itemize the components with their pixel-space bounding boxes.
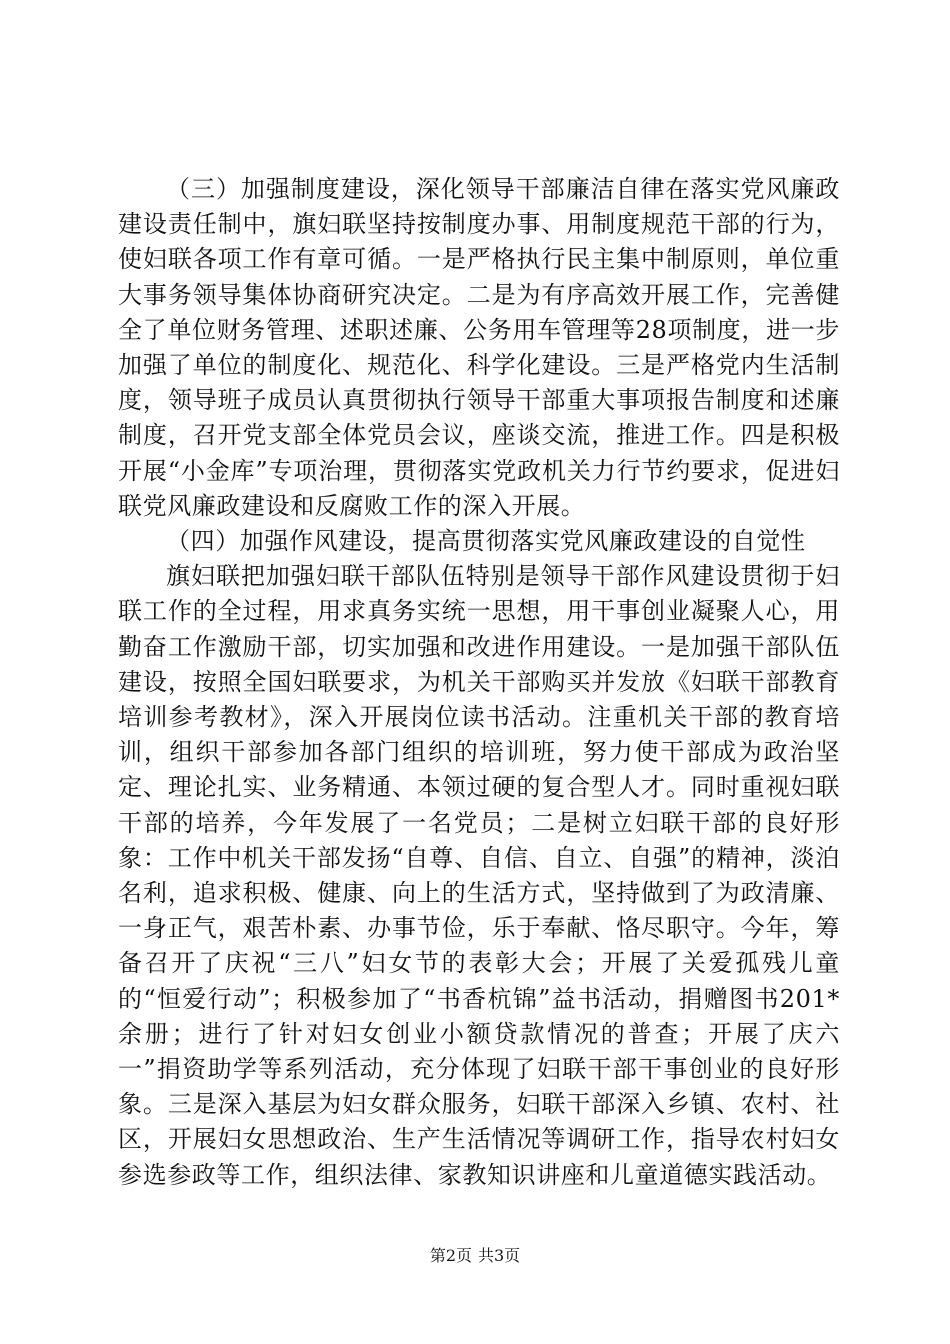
paragraph-work-style-details: 旗妇联把加强妇联干部队伍特别是领导干部作风建设贯彻于妇联工作的全过程，用求真务实统一思想，用干事创业凝聚人心，用勤奋工作激励干部，切实加强和改进作用建设。一是加强干部队伍建设，按照全国妇联要求，为机关干部购买并发放《妇联干部教育培训参考教材》，深入开展岗位读书活动。注重机关干部的教育培训，组织干部参加各部门组织的培训班，努力使干部成为政治坚定、理论扎实、业务精通、本领过硬的复合型人才。同时重视妇联干部的培养，今年发展了一名党员；二是树立妇联干部的良好形象：工作中机关干部发扬“自尊、自信、自立、自强”的精神，淡泊名利，追求积极、健康、向上的生活方式，坚持做到了为政清廉、一身正气，艰苦朴素、办事节俭，乐于奉献、恪尽职守。今年，筹备召开了庆祝“三八”妇女节的表彰大会；开展了关爱孤残儿童的“恒爱行动”；积极参加了“书香杭锦”益书活动，捐赠图书201*余册；进行了针对妇女创业小额贷款情况的普查；开展了庆六一”捐资助学等系列活动，充分体现了妇联干部干事创业的良好形象。三是深入基层为妇女群众服务，妇联干部深入乡镇、农村、社区，开展妇女思想政治、生产生活情况等调研工作，指导农村妇女参选参政等工作，组织法律、家教知识讲座和儿童道德实践活动。 — [118, 562, 840, 1189]
paragraph-heading-work-style: （四）加强作风建设，提高贯彻落实党风廉政建设的自觉性 — [166, 527, 806, 556]
document-body — [118, 172, 840, 1193]
page-number: 第2页 — [429, 1246, 472, 1265]
page-total: 共3页 — [478, 1246, 521, 1265]
page-footer — [0, 1246, 950, 1266]
paragraph-institution-building: （三）加强制度建设，深化领导干部廉洁自律在落实党风廉政建设责任制中，旗妇联坚持按制度办事、用制度规范干部的行为，使妇联各项工作有章可循。一是严格执行民主集中制原则，单位重大事务领导集体协商研究决定。二是为有序高效开展工作，完善健全了单位财务管理、述职述廉、公务用车管理等28项制度，进一步加强了单位的制度化、规范化、科学化建设。三是严格党内生活制度，领导班子成员认真贯彻执行领导干部重大事项报告制度和述廉制度，召开党支部全体党员会议，座谈交流，推进工作。四是积极开展“小金库”专项治理，贯彻落实党政机关力行节约要求，促进妇联党风廉政建设和反腐败工作的深入开展。 — [118, 175, 840, 520]
